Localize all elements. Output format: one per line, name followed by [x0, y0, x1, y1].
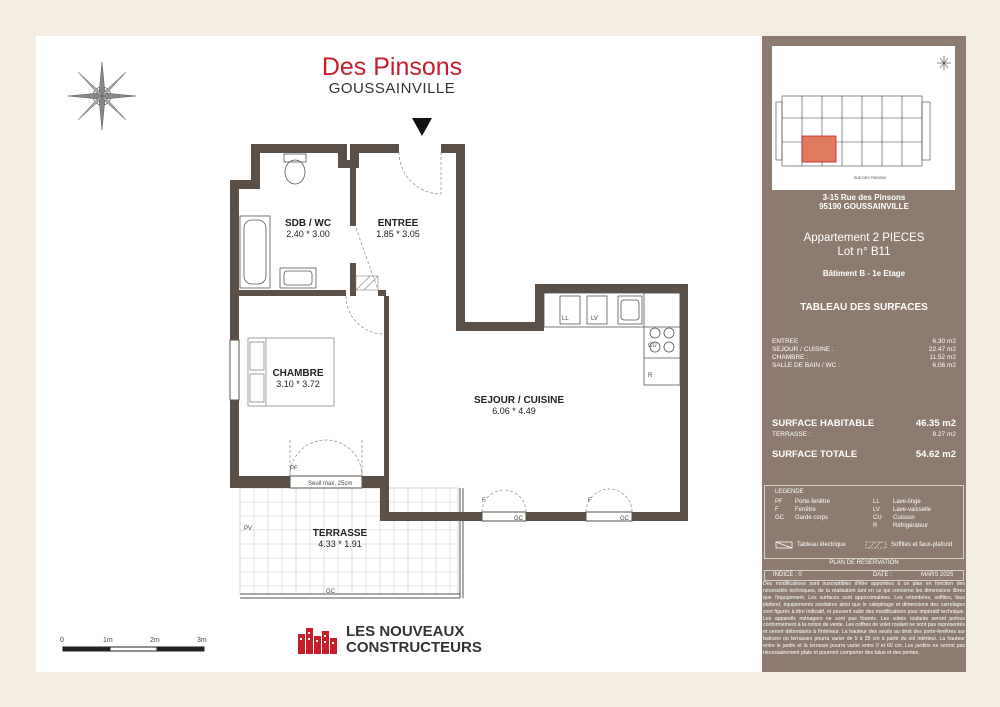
label-gc-3: GC — [326, 589, 335, 595]
surface-row-sejour: SEJOUR / CUISINE : 22.47 m2 — [772, 346, 956, 353]
room-chambre: CHAMBRE 3.10 * 3.72 — [272, 368, 324, 389]
project-city: GOUSSAINVILLE — [328, 80, 456, 97]
key-plan-street: RUE DES PINSONS — [854, 176, 887, 180]
date-value: MARS 2025 — [921, 572, 954, 578]
kitchen-counter — [544, 293, 680, 385]
surface-totale: SURFACE TOTALE 54.62 m2 — [772, 449, 956, 460]
scale-label-0: 0 — [60, 637, 64, 644]
legend-code-r: R — [873, 523, 878, 529]
legend-text-f: Fenêtre — [795, 507, 816, 513]
room-entree: ENTREE 1.85 * 3.05 — [376, 218, 420, 239]
surfaces-title: TABLEAU DES SURFACES — [800, 302, 928, 313]
legend-soffites: Soffites et faux-plafond — [891, 542, 953, 548]
soffit-hatch-icon — [865, 541, 887, 549]
info-panel — [762, 36, 966, 672]
plan-reservation: PLAN DE RESERVATION — [829, 560, 899, 566]
label-f-1: F — [482, 498, 486, 504]
legend-code-f: F — [775, 507, 779, 513]
legend-text-gc: Garde corps — [795, 515, 829, 521]
room-sejour-cuisine: SEJOUR / CUISINE 6.06 * 4.49 — [474, 395, 565, 416]
legend-code-gc: GC — [775, 515, 784, 521]
surface-terrasse: TERRASSE : 8.27 m2 — [772, 431, 956, 438]
scale-label-2m: 2m — [150, 637, 160, 644]
legend-code-lv: LV — [873, 507, 880, 513]
brand-line-2: CONSTRUCTEURS — [346, 639, 482, 656]
electrical-panel-icon — [775, 541, 793, 549]
address-line-2: 95190 GOUSSAINVILLE — [819, 202, 909, 211]
walls — [230, 144, 688, 521]
disclaimer-notes: Des modifications sont susceptibles d'être apportées à ce plan en fonction des nécessités techniques, de la réalisation tant en ce qui concerne les dimensions libres que l'équipement. Les surfaces sont approximatives. Les retombées, soffites, faux plafond, équipements sanitaires ainsi que le calepinage et dimensions des carrelages sont figurés à titre indicatif, et peuvent subir des modifications pour impératif technique. Les appareils ménagers ne sont pas fournis. Les volets roulants seront prévus conformément à la notice de vente. Les coffres de volet roulant ne sont pas représentés et seront débordants à l'intérieur. La hauteur des seuils au droit des porte-fenêtres sur balcons ou terrasses pourra varier de 5 à 35 cm à partir du sol intérieur. La hauteur entre le jardin et la terrasse pourra varier entre 0 et 60 cm. Les jardins ne seront pas nécessairement plats et pourront comporter des talus et des pentes. — [763, 581, 965, 657]
bathtub — [240, 216, 270, 288]
scale-label-3m: 3m — [197, 637, 207, 644]
label-seuil: Seuil max. 25cm — [308, 481, 353, 487]
legend-box — [764, 485, 964, 559]
legend-code-pf: PF — [775, 499, 783, 505]
building-floor: Bâtiment B - 1e Etage — [822, 269, 906, 278]
indice: INDICE : 0 — [773, 572, 802, 578]
surface-row-entree: ENTREE 6.30 m2 — [772, 338, 956, 345]
surface-habitable: SURFACE HABITABLE 46.35 m2 — [772, 418, 956, 429]
indice-date-row — [764, 570, 964, 581]
label-cu: CU — [648, 343, 657, 349]
legend-text-r: Réfrigérateur — [893, 523, 929, 529]
label-pf: PF — [290, 466, 298, 472]
scale-label-1m: 1m — [103, 637, 113, 644]
brand-logo-icon — [298, 626, 342, 654]
label-pv: PV — [244, 526, 253, 532]
legend-tableau: Tableau électrique — [797, 542, 846, 548]
room-sdb-wc: SDB / WC 2.40 * 3.00 — [284, 218, 332, 239]
date-label: DATE : — [873, 572, 892, 578]
apartment-type: Appartement 2 PIECES — [803, 232, 925, 244]
label-gc-1: GC — [514, 516, 523, 522]
brand-line-1: LES NOUVEAUX — [346, 623, 465, 640]
legend-code-cu: CU — [873, 515, 882, 521]
bathroom-sink — [280, 268, 316, 288]
legend-text-cu: Cuisson — [893, 515, 915, 521]
room-terrasse: TERRASSE 4.33 * 1.91 — [312, 528, 368, 549]
apartment-info — [762, 231, 966, 259]
label-r: R — [648, 373, 653, 379]
legend-title: LEGENDE — [775, 489, 804, 495]
label-f-2: F — [588, 498, 592, 504]
address — [762, 193, 966, 211]
surface-row-chambre: CHAMBRE : 11.52 m2 — [772, 354, 956, 361]
key-plan — [772, 46, 955, 190]
scale-bar — [63, 647, 204, 651]
label-lv: LV — [591, 316, 598, 322]
label-gc-2: GC — [620, 516, 629, 522]
address-line-1: 3-15 Rue des Pinsons — [822, 193, 906, 202]
key-plan-highlight — [802, 136, 836, 162]
lot-number: Lot n° B11 — [837, 246, 891, 258]
entry-arrow-icon — [412, 118, 432, 136]
legend-code-ll: LL — [873, 499, 880, 505]
legend-text-pf: Porte-fenêtre — [795, 499, 831, 505]
legend-text-lv: Lave-vaisselle — [893, 507, 932, 513]
label-ll: LL — [562, 316, 569, 322]
brand-name — [346, 624, 482, 656]
legend-text-ll: Lave-linge — [893, 499, 921, 505]
surface-row-sdb: SALLE DE BAIN / WC : 6.06 m2 — [772, 362, 956, 369]
project-title: Des Pinsons — [321, 53, 463, 81]
toilet — [284, 154, 306, 184]
